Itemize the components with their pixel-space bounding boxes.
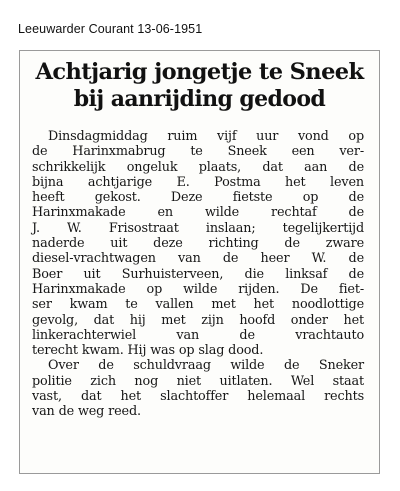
article-headline: [20, 59, 379, 113]
headline-line-2: bij aanrijding gedood: [73, 86, 326, 112]
article-line: linkerachterwiel van de vrachtauto: [32, 327, 364, 343]
article-line: terecht kwam. Hij was op slag dood.: [32, 343, 264, 359]
article-line: J. W. Frisostraat inslaan; tegelijkertijd: [32, 220, 364, 236]
article-line: schrikkelijk ongeluk plaats, dat aan de: [32, 159, 364, 175]
article-body: [32, 129, 364, 420]
newspaper-clipping: [19, 50, 380, 474]
article-line: naderde uit deze richting de zware: [32, 236, 364, 252]
headline-line-1: Achtjarig jongetje te Sneek: [35, 59, 364, 85]
article-line: Boer uit Surhuisterveen, die linksaf de: [32, 266, 364, 282]
article-line: politie zich nog niet uitlaten. Wel staat: [32, 373, 364, 389]
article-line: heeft gekost. Deze fietste op de: [32, 190, 364, 206]
article-line: bijna achtjarige E. Postma het leven: [32, 174, 364, 190]
article-line: Harinxmakade en wilde rechtaf de: [32, 205, 364, 221]
article-line: ser kwam te vallen met het noodlottige: [32, 297, 364, 313]
article-line: diesel-vrachtwagen van de heer W. de: [32, 251, 364, 267]
article-line: van de weg reed.: [32, 404, 141, 420]
article-line: de Harinxmabrug te Sneek een ver-: [32, 144, 364, 160]
article-line: gevolg, dat hij met zijn hoofd onder het: [32, 312, 364, 328]
newspaper-source-caption: Leeuwarder Courant 13-06-1951: [18, 22, 203, 36]
article-line: vast, dat het slachtoffer helemaal rechts: [32, 389, 364, 405]
article-line: Over de schuldvraag wilde de Sneker: [48, 358, 364, 374]
article-line: Dinsdagmiddag ruim vijf uur vond op: [48, 129, 364, 144]
article-line: Harinxmakade op wilde rijden. De fiet-: [32, 281, 364, 297]
